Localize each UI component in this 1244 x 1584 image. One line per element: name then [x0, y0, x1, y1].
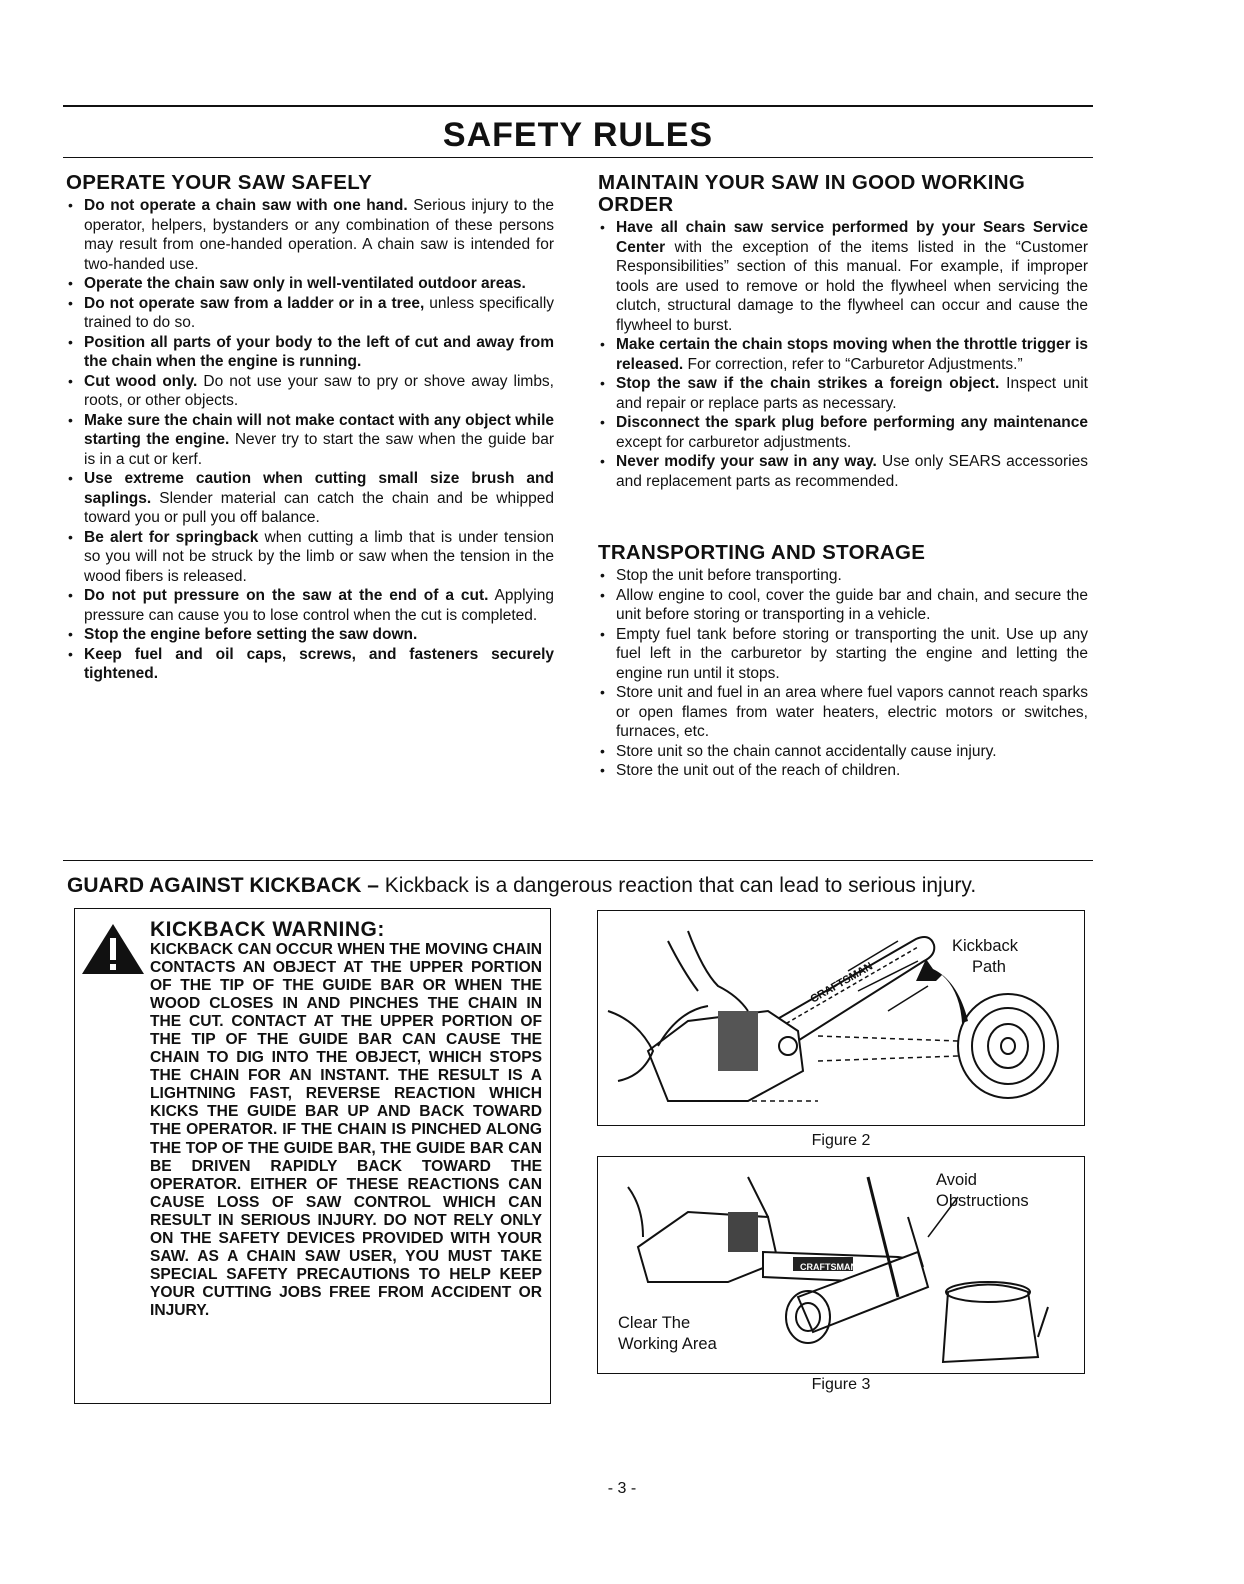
operate-rule-bold: Stop the engine before setting the saw down.: [84, 626, 418, 643]
maintain-rule-bold: Disconnect the spark plug before performing any maintenance: [616, 414, 1088, 431]
transport-section: [598, 542, 1088, 781]
maintain-rule-text: Inspect unit and repair or replace parts as necessary.: [616, 375, 1088, 412]
maintain-rule-bold: Have all chain saw service performed by your Sears Service Center: [616, 219, 1088, 256]
transport-rule: • Store unit and fuel in an area where fuel vapors cannot reach sparks or open flames from water heaters, electric motors or switches, furnaces, etc.: [598, 683, 1088, 742]
operate-rule: [66, 586, 554, 625]
operate-rule: [66, 196, 554, 274]
operate-rule-text: unless specifically trained to do so.: [84, 294, 555, 331]
transport-heading: TRANSPORTING AND STORAGE: [598, 541, 926, 564]
kickback-rule: [63, 860, 1093, 861]
operate-rule-bold: Position all parts of your body to the left of cut and away from the chain when the engine is running.: [84, 333, 554, 370]
operate-rule-bold: Do not operate saw from a ladder or in a tree,: [84, 294, 425, 312]
operate-rule-bold: Do not operate a chain saw with one hand.: [84, 197, 408, 214]
right-column: [598, 172, 1088, 781]
kickback-warning-body: KICKBACK CAN OCCUR WHEN THE MOVING CHAIN CONTACTS AN OBJECT AT THE UPPER PORTION OF THE TIP OF THE GUIDE BAR OR WHEN THE WOOD CLOSES IN AND PINCHES THE CHAIN IN THE CUT. CONTACT AT THE UPPER PORTION OF THE TIP OF THE GUIDE BAR CAN CAUSE THE CHAIN TO DIG INTO THE OBJECT, WHICH STOPS THE CHAIN FOR AN INSTANT. THE RESULT IS A LIGHTNING FAST, REVERSE REACTION WHICH KICKS THE GUIDE BAR UP AND BACK TOWARD THE OPERATOR. IF THE CHAIN IS PINCHED ALONG THE TOP OF THE GUIDE BAR, THE GUIDE BAR CAN BE DRIVEN RAPIDLY BACK TOWARD THE OPERATOR. EITHER OF THESE REACTIONS CAN CAUSE LOSS OF SAW CONTROL WHICH CAN RESULT IN SERIOUS INJURY. DO NOT RELY ONLY ON THE SAFETY DEVICES PROVIDED WITH YOUR SAW. AS A CHAIN SAW USER, YOU MUST TAKE SPECIAL SAFETY PRECAUTIONS TO HELP KEEP YOUR CUTTING JOBS FREE FROM ACCIDENT OR INJURY.: [150, 941, 542, 1319]
operate-rule-text: Do not use your saw to pry or shove away limbs, roots, or other objects.: [84, 372, 554, 409]
maintain-rule: [598, 452, 1088, 491]
operate-rule-bold: Operate the chain saw only in well-ventilated outdoor areas.: [84, 275, 526, 292]
operate-rule: [66, 528, 554, 587]
figure-3-frame: [597, 1156, 1085, 1374]
transport-rule: • Empty fuel tank before storing or transporting the unit. Use up any fuel left in the carburetor by starting the engine and letting the engine run until it stops.: [598, 625, 1088, 684]
page-number: - 3 -: [607, 1480, 637, 1497]
figure-2-caption: Figure 2: [811, 1132, 871, 1149]
operate-heading: OPERATE YOUR SAW SAFELY: [66, 171, 373, 194]
operate-rule: [66, 333, 554, 372]
avoid-obstructions-label: [936, 1170, 1029, 1212]
saw-brand-label-fig2: CRAFTSMAN: [808, 960, 875, 1006]
operate-rule-bold: Use extreme caution when cutting small size brush and saplings.: [84, 470, 554, 507]
maintain-list: [598, 218, 1088, 491]
operate-rule-bold: Cut wood only.: [84, 372, 198, 390]
transport-list: [598, 566, 1088, 781]
operate-list: [66, 196, 554, 684]
maintain-rule-bold: Make certain the chain stops moving when the throttle trigger is released.: [616, 336, 1088, 373]
operate-rule-bold: Make sure the chain will not make contact with any object while starting the engine.: [84, 411, 554, 448]
transport-rule: • Store unit so the chain cannot accidentally cause injury.: [598, 742, 1088, 762]
page-title: SAFETY RULES: [442, 116, 714, 154]
maintain-rule: [598, 218, 1088, 335]
operate-rule-text: Never try to start the saw when the guide bar is in a cut or kerf.: [84, 431, 554, 468]
operate-rule: [66, 274, 554, 294]
clear-label-line1: Clear The: [618, 1314, 691, 1332]
figure-3-caption: Figure 3: [811, 1376, 871, 1393]
maintain-rule-text: Use only SEARS accessories and replacement parts as recommended.: [616, 453, 1088, 490]
operate-rule: [66, 411, 554, 470]
operate-rule: [66, 372, 554, 411]
maintain-rule-text: For correction, refer to “Carburetor Adjustments.”: [683, 355, 1023, 373]
maintain-rule-bold: Stop the saw if the chain strikes a foreign object.: [616, 375, 1000, 392]
clear-working-area-label: [618, 1313, 717, 1355]
kickback-heading-text: Kickback is a dangerous reaction that can lead to serious injury.: [378, 874, 977, 897]
maintain-heading: MAINTAIN YOUR SAW IN GOOD WORKING ORDER: [598, 171, 1026, 216]
maintain-rule-text: with the exception of the items listed in the “Customer Responsibilities” section of this manual. For example, if improper tools are used to remove or hold the flywheel when servicing the clutch, structural damage to the flywheel can occur and cause the flywheel to burst.: [616, 238, 1088, 334]
clear-label-line2: Working Area: [618, 1335, 717, 1353]
maintain-rule: [598, 413, 1088, 452]
operate-rule: [66, 625, 554, 645]
saw-brand-label-fig3: CRAFTSMAN: [800, 1262, 857, 1272]
operate-rule: [66, 294, 554, 333]
kickback-label-line1: Kickback: [952, 937, 1019, 955]
kickback-label-line2: Path: [972, 958, 1006, 976]
kickback-heading-bold: GUARD AGAINST KICKBACK –: [67, 874, 379, 897]
operate-rule-text: Applying pressure can cause you to lose control when the cut is completed.: [84, 587, 554, 624]
warning-triangle-icon: [80, 922, 146, 976]
kickback-label: [952, 936, 1018, 978]
left-column: [66, 172, 554, 684]
transport-rule: • Stop the unit before transporting.: [598, 566, 1088, 586]
maintain-rule: [598, 335, 1088, 374]
maintain-rule: [598, 374, 1088, 413]
operate-rule-text: Serious injury to the operator, helpers, bystanders or any combination of these persons may result from one-handed operation. A chain saw is intended for two-handed use.: [84, 197, 555, 273]
operate-rule-bold: Keep fuel and oil caps, screws, and fasteners securely tightened.: [84, 645, 554, 682]
transport-rule: • Store the unit out of the reach of children.: [598, 761, 1088, 781]
operate-rule: [66, 469, 554, 528]
figure-2-frame: [597, 910, 1085, 1126]
kickback-warning-title: KICKBACK WARNING:: [150, 918, 385, 941]
maintain-rule-bold: Never modify your saw in any way.: [616, 453, 877, 470]
maintain-rule-text: except for carburetor adjustments.: [616, 433, 852, 451]
kickback-heading: [67, 873, 976, 899]
operate-rule: [66, 645, 554, 684]
title-rule: [63, 157, 1093, 158]
avoid-label-line1: Avoid: [936, 1171, 977, 1189]
avoid-label-line2: Obstructions: [936, 1192, 1029, 1210]
top-rule: [63, 105, 1093, 107]
operate-rule-text: when cutting a limb that is under tension so you will not be struck by the limb or saw when the tension in the wood fibers is released.: [84, 528, 554, 585]
operate-rule-bold: Be alert for springback: [84, 528, 259, 546]
operate-rule-bold: Do not put pressure on the saw at the end of a cut.: [84, 587, 489, 604]
operate-rule-text: Slender material can catch the chain and be whipped toward you or pull you off balance.: [84, 489, 554, 526]
transport-rule: • Allow engine to cool, cover the guide bar and chain, and secure the unit before storing or transporting in a vehicle.: [598, 586, 1088, 625]
